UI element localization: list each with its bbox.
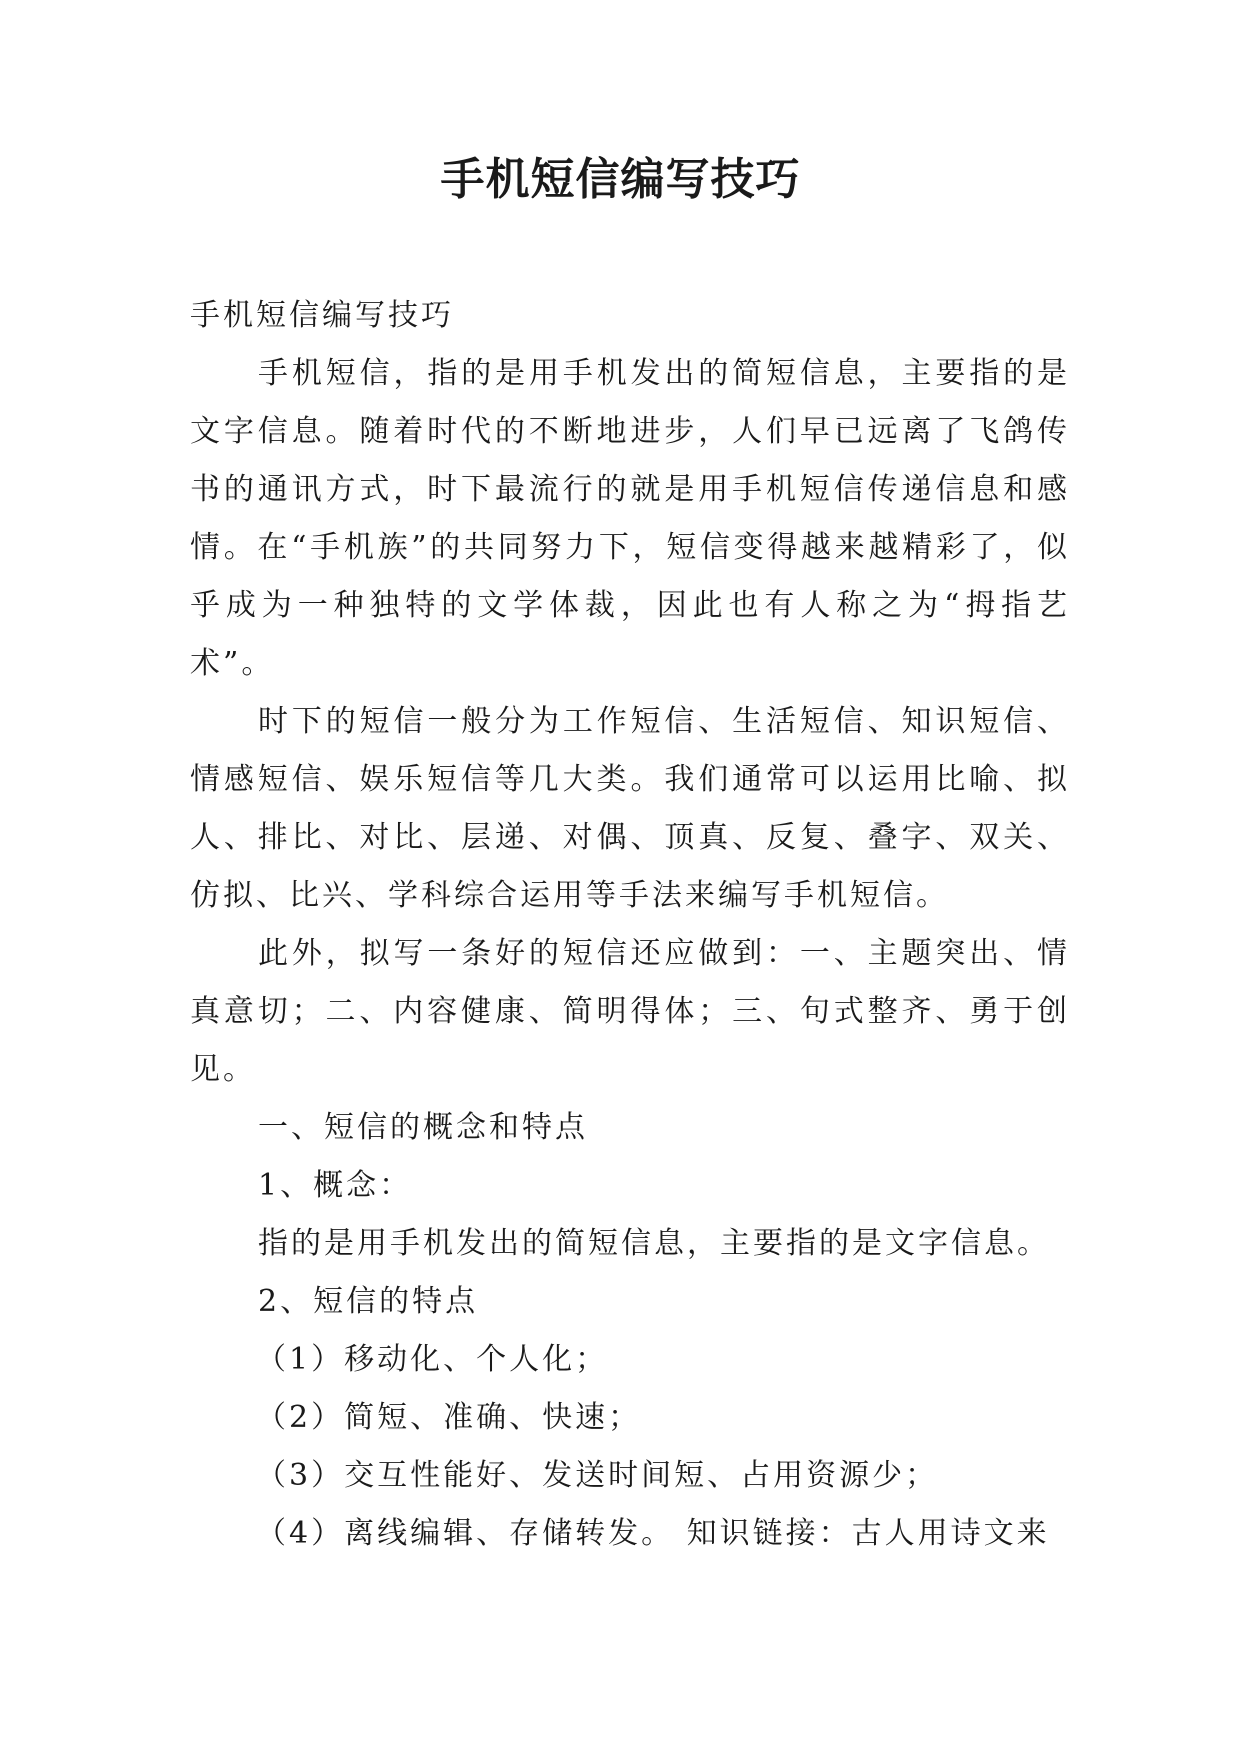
- concept-text: 指的是用手机发出的简短信息，主要指的是文字信息。: [258, 1226, 1050, 1261]
- document-body: [190, 287, 1070, 1563]
- features-label: 2、短信的特点: [258, 1284, 479, 1319]
- section-heading: 一、短信的概念和特点: [258, 1110, 588, 1145]
- feature-item: （3）交互性能好、发送时间短、占用资源少；: [256, 1458, 939, 1493]
- page-title: 手机短信编写技巧: [440, 154, 801, 205]
- concept-label: 1、概念：: [258, 1168, 413, 1203]
- paragraph-requirements: 此外，拟写一条好的短信还应做到：一、主题突出、情真意切；二、内容健康、简明得体；三、句式整齐、勇于创见。: [190, 936, 1070, 1087]
- feature-item: （4）离线编辑、存储转发。 知识链接：古人用诗文来: [256, 1516, 1050, 1551]
- subtitle: 手机短信编写技巧: [190, 298, 454, 333]
- feature-item: （1）移动化、个人化；: [256, 1342, 609, 1377]
- feature-item: （2）简短、准确、快速；: [256, 1400, 642, 1435]
- paragraph-intro: 手机短信，指的是用手机发出的简短信息，主要指的是文字信息。随着时代的不断地进步，人们早已远离了飞鸽传书的通讯方式，时下最流行的就是用手机短信传递信息和感情。在“手机族”的共同努力下，短信变得越来越精彩了，似乎成为一种独特的文学体裁，因此也有人称之为“拇指艺术”。: [190, 356, 1070, 681]
- paragraph-types: 时下的短信一般分为工作短信、生活短信、知识短信、情感短信、娱乐短信等几大类。我们通常可以运用比喻、拟人、排比、对比、层递、对偶、顶真、反复、叠字、双关、仿拟、比兴、学科综合运用等手法来编写手机短信。: [190, 704, 1070, 913]
